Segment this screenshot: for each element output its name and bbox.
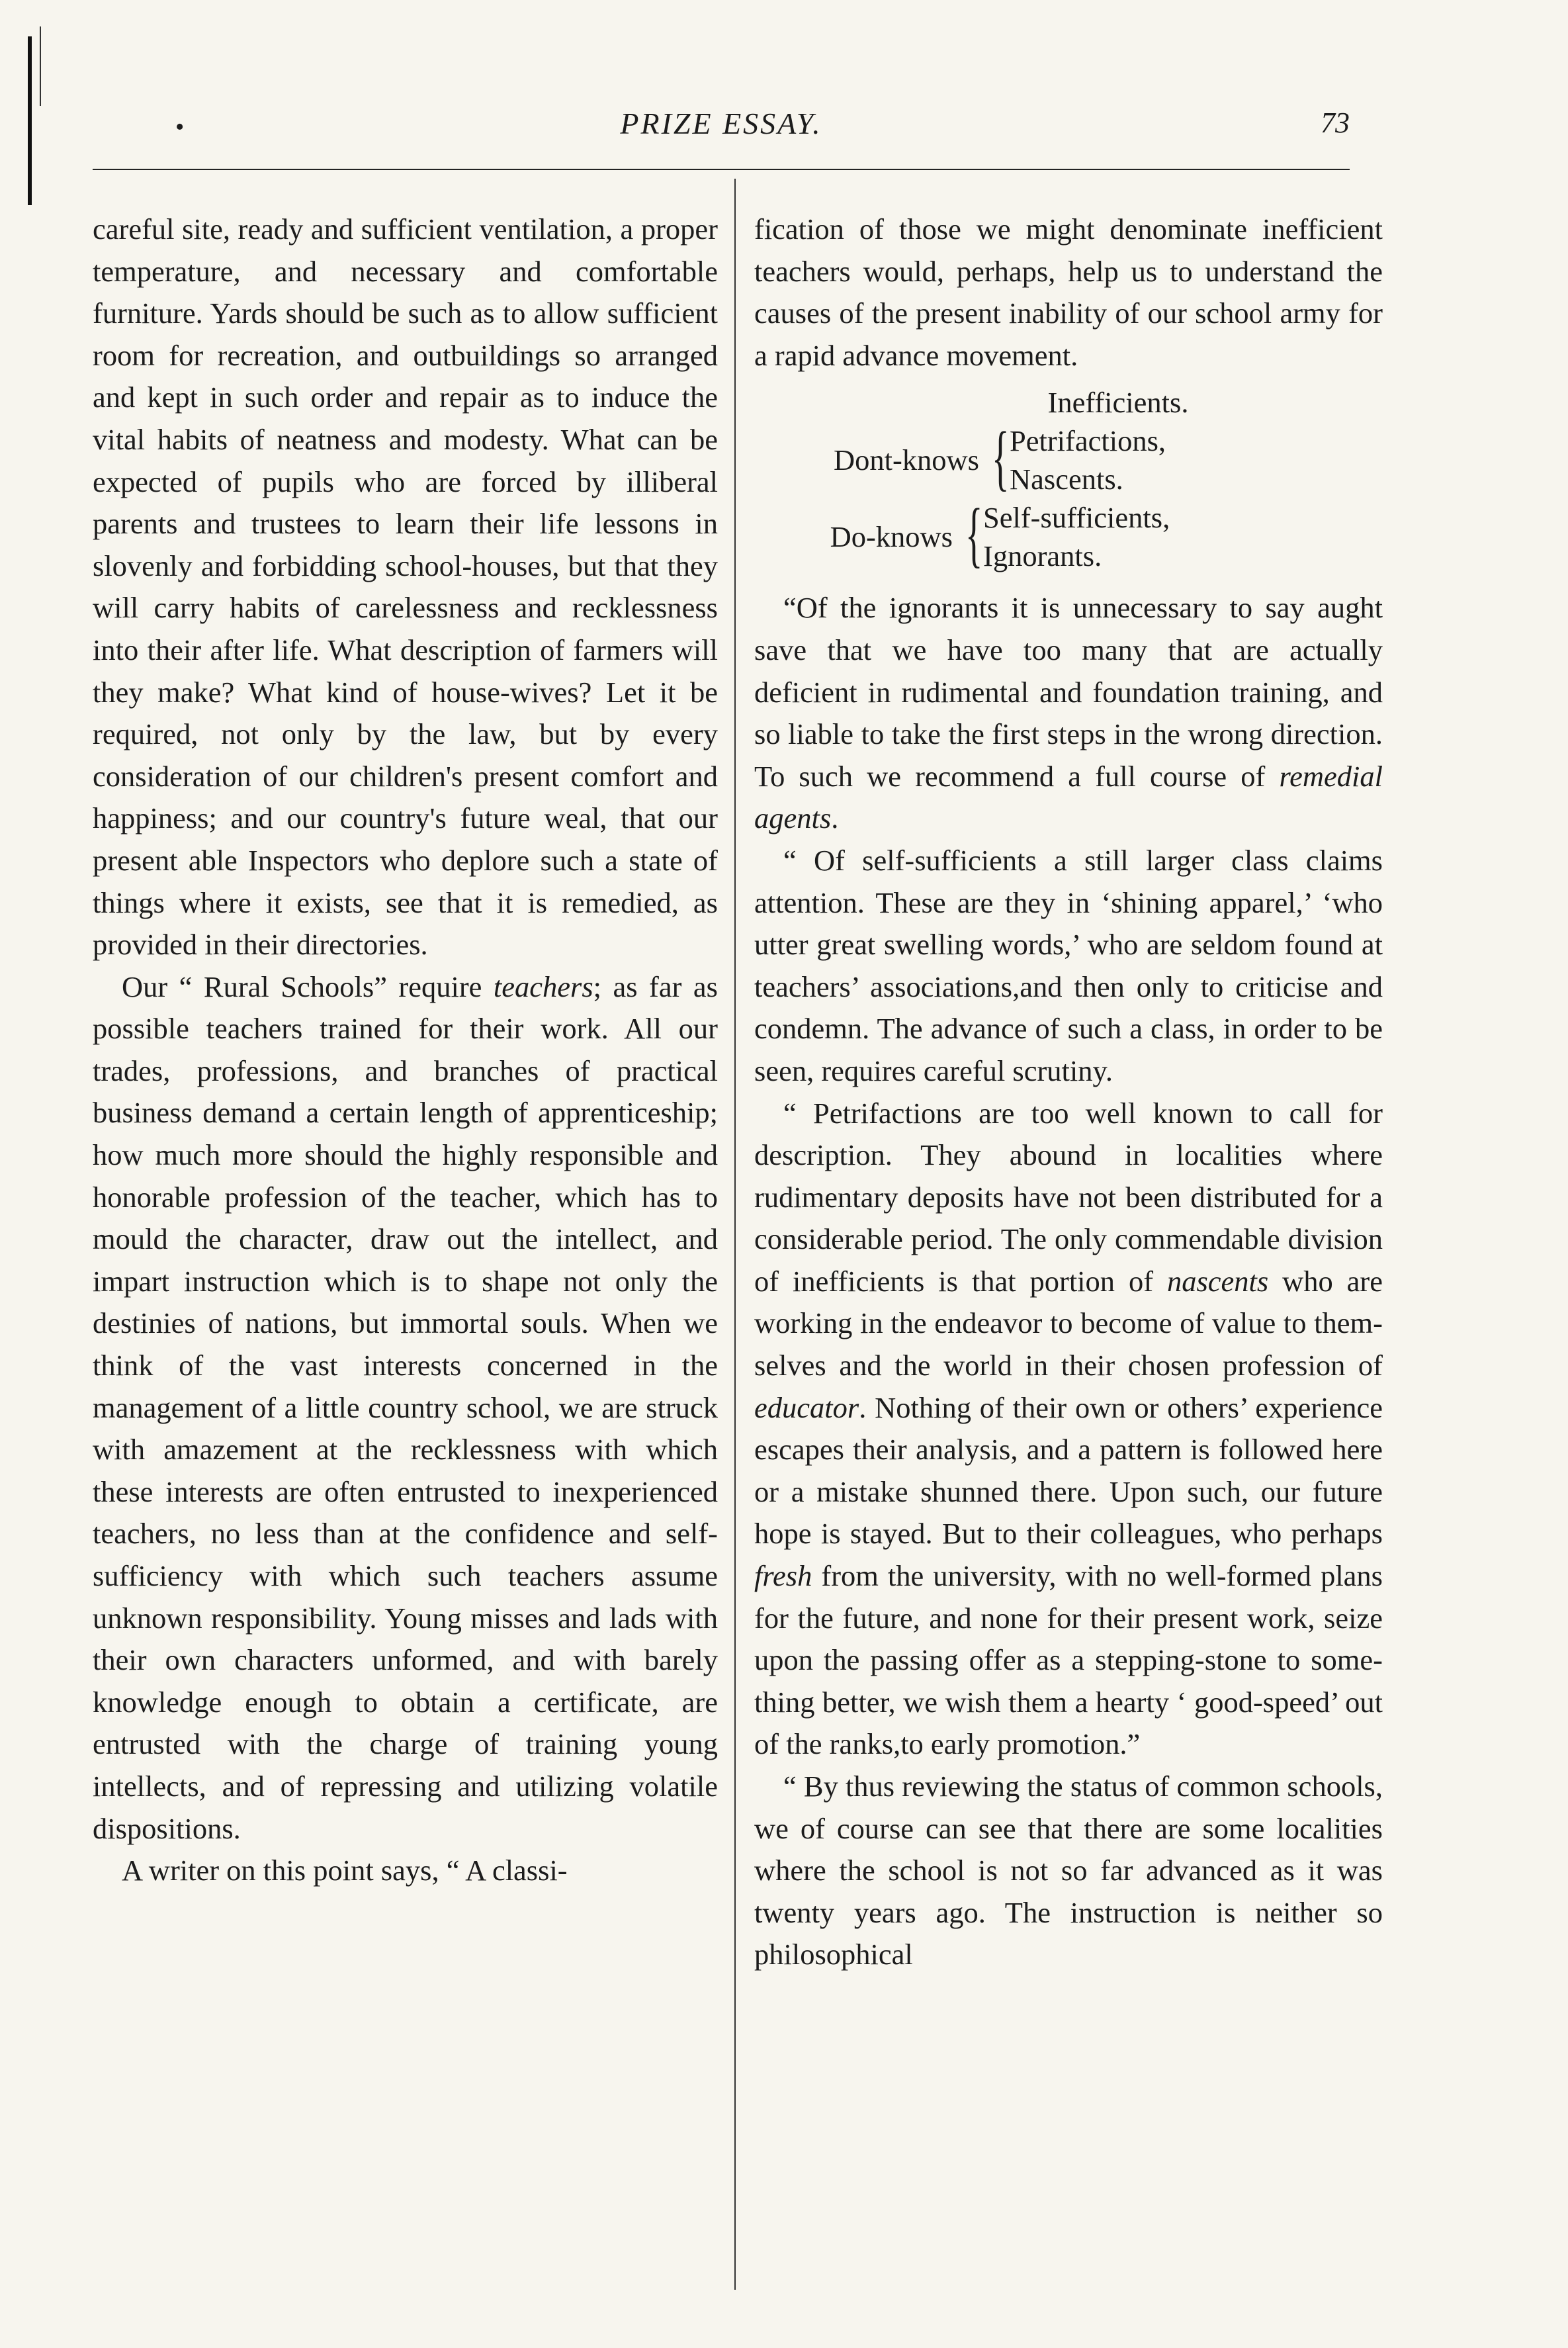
right-p2-start: “Of the ignorants it is unnecessary to say aught save that we have too many that are actually deficient in rudimental and foundation training, and so liable to take the first steps in the wrong direction. To such we recommend a full course of [754,591,1383,793]
header-mark: • [175,113,185,141]
right-paragraph-4 [754,1093,1383,1766]
left-p2-start: Our “ Rural Schools” require [122,970,494,1003]
group-item: Self-sufficients, [983,501,1170,535]
right-p4-end: from the university, with no well-formed plans for the future, and none for their present work, seize upon the passing offer as a stepping-stone to something better, we wish them a hearty ‘ good-speed’ out of the ranks,to early promotion.” [754,1559,1383,1761]
right-p2-emphasis: remedial agents [754,759,1383,835]
left-p2-emphasis: teachers [493,970,593,1003]
brace-icon: { [965,494,983,575]
classification-table [754,383,1383,575]
page-header [93,106,1350,159]
group-name: Do-knows [830,520,953,554]
right-column [754,208,1383,1976]
left-paragraph-1: careful site, ready and sufficient ventilation, a proper temperature, and necessary and comfortable furniture. Yards should be such as to allow sufficient room for recreation, and outbuildings so arranged and kept in such order and repair as to induce the vital habits of neatness and modesty. What can be expected of pupils who are forced by illiberal parents and trustees to learn their life lessons in slovenly and forbidding school-houses, but that they will carry habits of carelessness and recklessness into their after life. What description of farmers will they make? What kind of house-wives? Let it be required, not only by the law, but by every consideration of our children's present comfort and happiness; and our country's future weal, that our present able Inspectors who deplore such a state of things where it exists, see that it is remedied, as provided in their directories. [93,212,718,962]
margin-scan-line-thin [40,26,41,106]
classification-group-dont-knows [781,417,1383,498]
group-name: Dont-knows [833,443,979,477]
right-p2-end: . [831,801,839,835]
group-item: Petrifactions, [1010,424,1166,458]
left-paragraph-3: A writer on this point says, “ A classi- [122,1854,568,1887]
header-rule [93,169,1350,170]
margin-scan-line [28,36,32,205]
page-number: 73 [1321,107,1350,139]
right-p4-emphasis-2: educator [754,1390,859,1424]
brace-icon: { [992,417,1010,498]
left-p2-rest: ; as far as possible teachers trained for their work. All our trades, professions, and branches of practical business demand a certain length of apprenticeship; how much more should the highly responsible and honorable profession of the teacher, which has to mould the character, draw out the intellect, and impart instruction which is to shape not only the destinies of nations, but immortal souls. When we think of the vast interests concerned in the management of a little country school, we are struck with amazement at the recklessness with which these interests are often entrusted to inexperienced teachers, no less than at the confidence and self-sufficiency with which such teachers assume unknown responsibility. Young misses and lads with their own characters unformed, and with barely knowledge enough to obtain a certificate, are entrusted with the charge of training young intellects, and of repressing and utilizing volatile dispositions. [93,970,718,1845]
group-item: Nascents. [1010,463,1123,496]
left-column [93,208,718,1892]
right-p4-emphasis-3: fresh [754,1559,812,1593]
right-p4-rest: . Nothing of their own or others’ experience escapes their analysis, and a pattern is followed here or a mistake shunned there. Upon such, our future hope is stayed. But to their colleagues, who perhaps [754,1390,1383,1551]
group-item: Ignorants. [983,539,1102,573]
classification-group-do-knows [781,494,1383,575]
right-paragraph-5: “ By thus reviewing the status of common schools, we of course can see that there are some localities where the school is not so far advanced as it was twenty years ago. The instruction is neither so philosophical [754,1770,1383,1971]
right-p4-start: “ Petrifactions are too well known to call for description. They abound in localities where rudimentary deposits have not been distributed for a considerable period. The only commendable division of inefficients is that portion of [754,1096,1383,1298]
classification-title: Inefficients. [1047,386,1189,420]
left-paragraph-2 [93,966,718,1850]
column-divider [734,179,736,2290]
right-paragraph-3: “ Of self-sufficients a still larger class claims attention. These are they in ‘shining apparel,’ ‘who utter great swelling words,’ who are seldom found at teachers’ associations,and then only to criticise and condemn. The advance of such a class, in order to be seen, requires careful scrutiny. [754,843,1383,1087]
running-head: PRIZE ESSAY. [620,107,822,140]
right-p4-mid: who are working in the endeavor to become of value to themselves and the world in their chosen profession of [754,1264,1383,1382]
right-p4-emphasis-1: nascents [1166,1264,1269,1298]
right-paragraph-1: fication of those we might denominate inefficient teachers would, perhaps, help us to understand the causes of the present inability of our school army for a rapid advance movement. [754,212,1383,372]
right-paragraph-2 [754,587,1383,840]
